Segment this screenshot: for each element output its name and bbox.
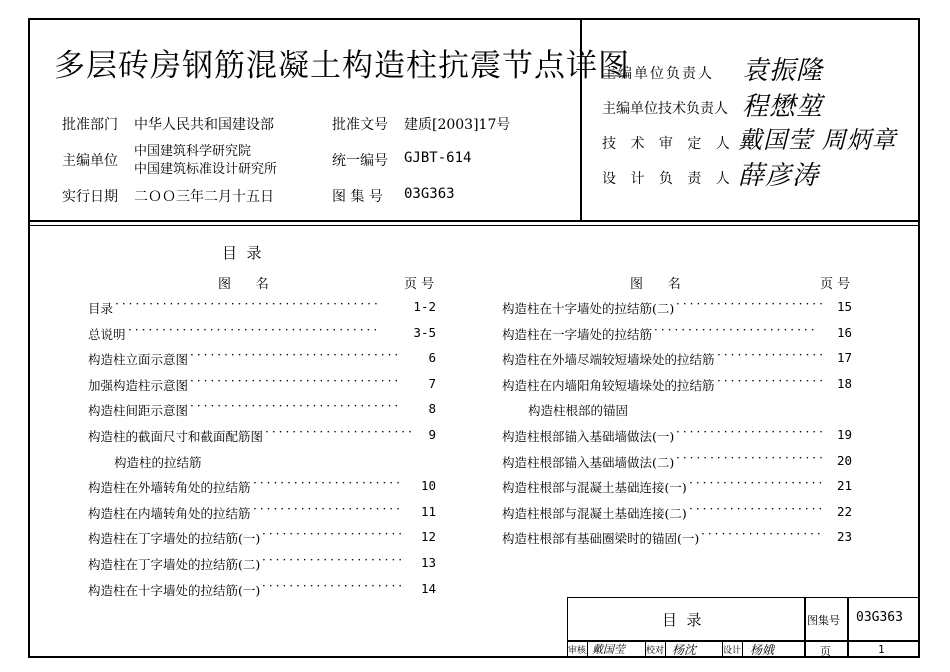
tb-col-divider-2: [847, 597, 849, 658]
toc-row[interactable]: [502, 322, 852, 343]
header-divider-horizontal: [28, 220, 920, 222]
toc-row-title: 构造柱根部锚入基础墙做法(一): [502, 429, 675, 444]
tb-atlas-label: 图集号: [807, 614, 840, 627]
header-divider-thin: [28, 225, 920, 226]
approve-doc-value: 建质[2003]17号: [404, 117, 511, 133]
editor-value-2: 中国建筑标准设计研究所: [134, 162, 278, 177]
toc-row-title: 构造柱间距示意图: [88, 403, 189, 419]
toc-row-title: 构造柱在丁字墙处的拉结筋(二): [88, 557, 261, 572]
toc-row-title: 构造柱在外墙转角处的拉结筋: [88, 480, 251, 496]
toc-section-heading: 构造柱根部的锚固: [528, 403, 629, 419]
toc-row-title: 构造柱在内墙阳角较短墙垛处的拉结筋: [502, 377, 715, 393]
toc-row-title: 总说明: [88, 326, 126, 342]
toc-row-page: 10: [420, 478, 436, 494]
right-col-name-header: 图 名: [630, 277, 681, 292]
toc-row-page: 7: [428, 375, 436, 391]
toc-row[interactable]: [88, 529, 436, 547]
tb-page-label: 页: [820, 645, 831, 658]
toc-row-title: 构造柱在外墙尽端较短墙垛处的拉结筋: [502, 352, 715, 368]
toc-row-page: 20: [836, 452, 852, 468]
toc-row-page: 17: [836, 350, 852, 366]
toc-row-leader: ······················: [253, 476, 403, 491]
sig-label-tech-review: 技 术 审 定 人: [602, 136, 735, 152]
toc-row-leader: ······················: [253, 501, 403, 516]
sig-label-design-chief: 设 计 负 责 人: [602, 171, 735, 187]
tb-sub-divider-1: [587, 640, 588, 658]
toc-row[interactable]: [88, 401, 436, 419]
toc-row-leader: ··················: [701, 527, 824, 542]
sig-design-chief: 薛彦涛: [738, 161, 820, 191]
toc-row[interactable]: [88, 501, 436, 522]
toc-row-title: 构造柱在十字墙处的拉结筋(二): [502, 301, 675, 316]
toc-row-leader: ················: [717, 373, 827, 388]
toc-row[interactable]: [502, 501, 852, 522]
document-title: 多层砖房钢筋混凝土构造柱抗震节点详图: [54, 48, 630, 84]
toc-row-title: 构造柱根部锚入基础墙做法(二): [502, 454, 675, 470]
tb-review-label: 审核: [568, 646, 587, 656]
toc-row-leader: ····················: [689, 476, 826, 491]
atlas-no-value: 03G363: [404, 186, 455, 202]
tb-col-divider-1: [804, 597, 806, 658]
approve-doc-label: 批准文号: [332, 117, 388, 133]
toc-row[interactable]: [502, 478, 852, 496]
toc-heading: 目 录: [222, 244, 262, 262]
toc-row-leader: ························: [654, 322, 818, 337]
toc-row[interactable]: [88, 322, 436, 343]
tb-design-label: 设计: [723, 646, 742, 656]
toc-row-leader: ·····················: [262, 578, 406, 593]
unified-no-label: 统一编号: [332, 153, 388, 169]
tb-page-value: 1: [878, 643, 885, 656]
toc-row-title: 构造柱的截面尺寸和截面配筋图: [88, 429, 264, 444]
toc-row-title: 构造柱在丁字墙处的拉结筋(一): [88, 531, 261, 547]
editor-value-1: 中国建筑科学研究院: [134, 144, 252, 159]
toc-row-page: 6: [428, 350, 436, 366]
toc-row-title: 构造柱立面示意图: [88, 352, 189, 368]
effective-label: 实行日期: [62, 189, 118, 205]
toc-row[interactable]: [502, 529, 852, 547]
toc-row-page: 14: [420, 580, 436, 596]
toc-row-page: 11: [420, 503, 436, 519]
tb-review-sign: 戴国莹: [592, 643, 625, 656]
toc-row-leader: ·······························: [190, 348, 402, 363]
toc-row-leader: ······················: [676, 297, 826, 311]
toc-row-title: 构造柱在十字墙处的拉结筋(一): [88, 582, 261, 598]
toc-row[interactable]: [88, 299, 436, 317]
toc-row-leader: ·····················: [262, 553, 406, 567]
toc-row-leader: ······················: [265, 425, 415, 439]
toc-row-leader: ·····················: [262, 527, 406, 542]
approve-dept-label: 批准部门: [62, 117, 118, 133]
tb-check-label: 校对: [646, 646, 665, 656]
toc-row[interactable]: [88, 373, 436, 394]
toc-row-page: 19: [836, 427, 852, 442]
toc-row-page: 9: [428, 427, 436, 442]
toc-row-page: 3-5: [413, 324, 436, 340]
sig-label-tech-chief: 主编单位技术负责人: [602, 101, 728, 117]
toc-row[interactable]: [502, 427, 852, 445]
toc-row[interactable]: [88, 350, 436, 368]
toc-row-leader: ·······························: [190, 399, 402, 414]
right-col-page-header: 页 号: [820, 277, 851, 292]
toc-row-title: 构造柱根部有基础圈梁时的锚固(一): [502, 531, 700, 547]
tb-design-sign: 杨娥: [750, 643, 775, 657]
sig-tech-review: 戴国莹 周炳章: [738, 126, 897, 154]
tb-sub-divider-5: [742, 640, 743, 658]
toc-row-title: 加强构造柱示意图: [88, 377, 189, 393]
toc-row[interactable]: [88, 578, 436, 599]
toc-row-page: 21: [836, 478, 852, 494]
toc-row-title: 构造柱在一字墙处的拉结筋: [502, 326, 653, 342]
tb-sub-divider-3: [665, 640, 666, 658]
effective-value: 二ＯＯ三年二月十五日: [134, 189, 274, 205]
toc-row-leader: ····················: [689, 501, 826, 516]
toc-row-page: 15: [836, 299, 852, 314]
toc-row-page: 1-2: [413, 299, 436, 314]
editor-label: 主编单位: [62, 153, 118, 169]
toc-row-leader: ················: [717, 348, 827, 363]
sig-label-chief-unit: 主编单位负责人: [602, 66, 714, 82]
toc-row-page: 23: [836, 529, 852, 545]
toc-row-page: 13: [420, 555, 436, 570]
toc-row[interactable]: [88, 427, 436, 445]
tb-check-sign: 杨沈: [672, 643, 697, 657]
left-col-page-header: 页 号: [404, 277, 435, 292]
toc-row[interactable]: [88, 555, 436, 573]
approve-dept-value: 中华人民共和国建设部: [134, 117, 274, 133]
tb-name: 目 录: [662, 611, 702, 629]
toc-row-title: 构造柱根部与混凝土基础连接(一): [502, 480, 687, 496]
toc-row-leader: ······················: [676, 450, 826, 465]
toc-row-title: 构造柱在内墙转角处的拉结筋: [88, 505, 251, 521]
toc-section-heading: 构造柱的拉结筋: [114, 454, 202, 470]
toc-row-page: 22: [836, 503, 852, 519]
tb-atlas-value: 03G363: [856, 610, 903, 625]
toc-row-page: 8: [428, 401, 436, 417]
toc-row[interactable]: [502, 299, 852, 317]
toc-row-leader: ·······························: [190, 373, 402, 388]
toc-row[interactable]: [502, 350, 852, 368]
toc-row[interactable]: [502, 373, 852, 394]
atlas-no-label: 图 集 号: [332, 189, 383, 205]
toc-row-leader: ·······································: [115, 297, 381, 311]
toc-row-leader: ·····································: [128, 322, 381, 337]
toc-row[interactable]: [502, 450, 852, 471]
sig-tech-chief: 程懋堃: [742, 92, 824, 122]
sig-chief-unit: 袁振隆: [742, 56, 824, 86]
toc-row[interactable]: [88, 478, 436, 496]
toc-row-page: 16: [836, 324, 852, 340]
toc-row-title: 构造柱根部与混凝土基础连接(二): [502, 505, 687, 521]
left-col-name-header: 图 名: [218, 277, 269, 292]
toc-row-leader: ······················: [676, 425, 826, 439]
toc-row-title: 目录: [88, 301, 114, 316]
toc-row-page: 18: [836, 375, 852, 391]
unified-no-value: GJBT-614: [404, 150, 472, 166]
toc-row-page: 12: [420, 529, 436, 545]
